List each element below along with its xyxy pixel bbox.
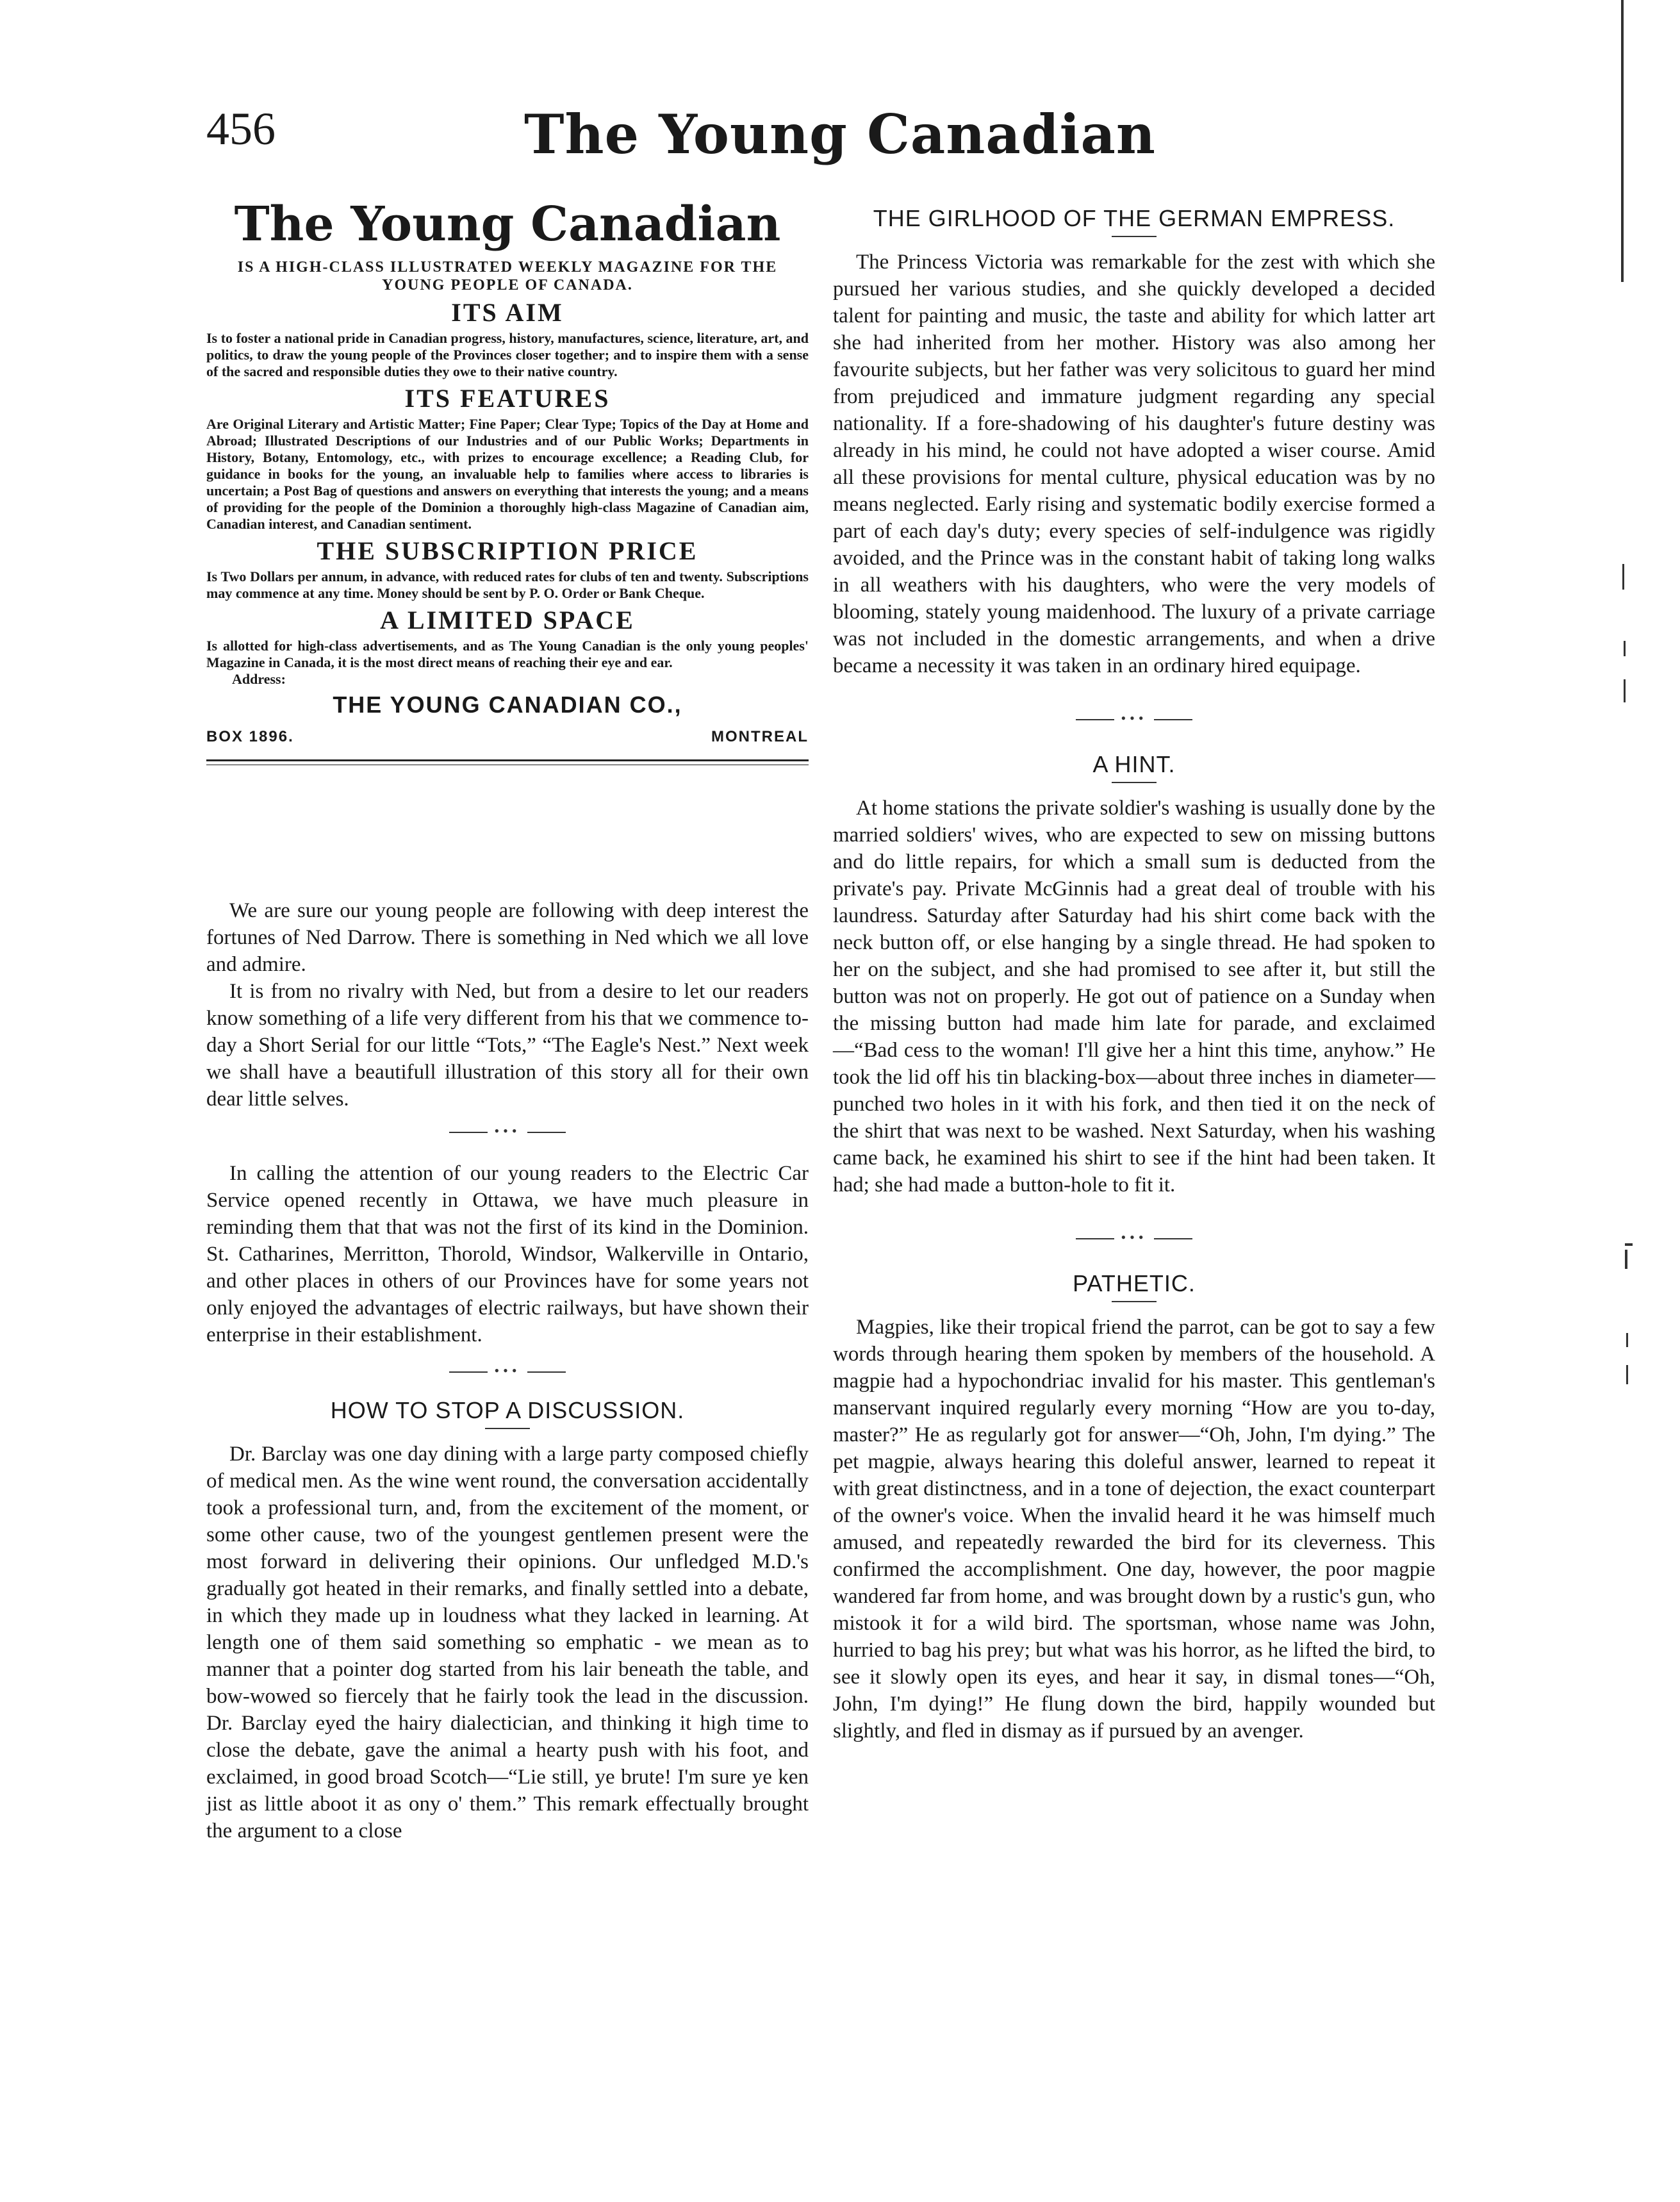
publisher-address (206, 724, 809, 750)
aim-text: Is to foster a national pride in Canadian progress, history, manufactures, science, literature, art, and politics, to draw the young people of the Provinces closer together; and to inspire them with a sense of the sacred and responsible duties they owe to their native country. (206, 330, 809, 379)
hint-headline: A HINT. (1092, 751, 1176, 777)
page-number: 456 (206, 103, 276, 154)
masthead-box (206, 195, 809, 765)
address-label: Address: (232, 671, 286, 687)
section-ornament: ••• (206, 1357, 809, 1384)
headline-rule (485, 1428, 530, 1429)
section-ornament: ••• (206, 1118, 809, 1145)
scan-mark (1625, 1243, 1633, 1246)
electric-car-paragraph: In calling the attention of our young readers to the Electric Car Service opened recently in Ottawa, we have much pleasure in reminding them that that was not the first of its kind in the Dominion. St. Catharines, Merritton, Thorold, Windsor, Walkerville in Ontario, and other places in others of our Provinces have for some years not only enjoyed the advantages of electric railways, but have shown their enterprise in their establishment. (206, 1162, 809, 1346)
space-heading: A LIMITED SPACE (380, 606, 635, 634)
scan-mark (1626, 1365, 1628, 1384)
publisher-box: BOX 1896. (206, 728, 294, 745)
page-header-title: The Young Canadian (523, 103, 1156, 166)
publisher-city: MONTREAL (711, 728, 809, 745)
hint-text: At home stations the private soldier's washing is usually done by the married soldiers' wives, who are expected to sew on missing buttons and do little repairs, for which a small sum is deducted from the private's pay. Private McGinnis had a great deal of trouble with his laundress. Saturday after Saturday had his shirt come back with the neck button off, or else hanging by a single thread. He had spoken to her on the subject, and she had promised to see after it, but still the button was not on properly. He got out of patience on a Sunday when the missing button had made him late for parade, and exclaimed—“Bad cess to the woman! I'll give her a hint this time, anyhow.” He took the lid off his tin blacking-box—about three inches in diameter—punched two holes in it with his fork, and then tied it on the neck of the shirt that was next to be washed. Next Saturday, when his washing came back, he examined his shirt to see if the hint had been taken. It had; she had made a button-hole to fit it. (833, 797, 1435, 1196)
scan-border-line (1621, 0, 1624, 282)
subscription-heading: THE SUBSCRIPTION PRICE (317, 536, 698, 565)
section-ornament: ••• (833, 705, 1435, 732)
masthead-subtitle: IS A HIGH-CLASS ILLUSTRATED WEEKLY MAGAZINE FOR THE YOUNG PEOPLE OF CANADA. (237, 259, 778, 294)
features-text: Are Original Literary and Artistic Matter; Fine Paper; Clear Type; Topics of the Day at Home and Abroad; Illustrated Descriptions of our Industries and of our Public Works; Departments in History, Botany, Entomology, etc., with prizes to encourage excellence; a Reading Club, for guidance in books for the young, an invaluable help to families where access to libraries is uncertain; a Post Bag of questions and answers on everything that interests the young; and a means of providing for the people of the Dominion a thoroughly high-class Magazine of Canadian aim, Canadian interest, and Canadian sentiment. (206, 416, 809, 532)
subscription-text: Is Two Dollars per annum, in advance, with reduced rates for clubs of ten and twenty. Subscriptions may commence at any time. Money should be sent by P. O. Order or Bank Cheque. (206, 568, 809, 601)
aim-heading: ITS AIM (451, 298, 564, 327)
space-text: Is allotted for high-class advertisements, and as The Young Canadian is the only young peoples' Magazine in Canada, it is the most direct means of reaching their eye and ear. (206, 638, 809, 670)
scan-mark (1622, 564, 1624, 590)
discussion-headline: HOW TO STOP A DISCUSSION. (330, 1397, 685, 1423)
intro-paragraph: We are sure our young people are following with deep interest the fortunes of Ned Darrow. There is something in Ned which we all love and admire. (206, 899, 809, 976)
empress-headline: THE GIRLHOOD OF THE GERMAN EMPRESS. (873, 205, 1396, 231)
scan-mark (1624, 679, 1626, 702)
headline-rule (1112, 782, 1157, 783)
scan-mark (1625, 1250, 1627, 1269)
intro-paragraph: It is from no rivalry with Ned, but from a desire to let our readers know something of a life very different from his that we commence to-day a Short Serial for our little “Tots,” “The Eagle's Nest.” Next week we shall have a beautifull illustration of this story all for their own dear little selves. (206, 980, 809, 1111)
editorial-intro (206, 897, 809, 1844)
section-ornament: ••• (833, 1224, 1435, 1251)
masthead-rule (206, 759, 809, 765)
headline-rule (1112, 1301, 1157, 1302)
masthead-title: The Young Canadian (234, 197, 781, 252)
scan-mark (1626, 1333, 1628, 1347)
empress-text: The Princess Victoria was remarkable for the zest with which she pursued her various studies, and she quickly developed a decided talent for painting and music, the taste and ability for which latter art she had inherited from her mother. History was also among her favourite subjects, but her father was very solicitous to guard her mind from prejudiced and immature judgment regarding any special nationality. If a fore-shadowing of his daughter's future destiny was already in his mind, he could not have adopted a wiser course. Amid all these provisions for mental culture, physical education was by no means neglected. Early rising and systematic bodily exercise formed a part of each day's duty; every species of self-indulgence was rigidly avoided, and the Prince was in the constant habit of taking long walks in all weathers with his daughters, who were the very models of blooming, stately young maidenhood. The luxury of a private carriage was not included in the domestic arrangements, and when a drive became a necessity it was taken in an ordinary hired equipage. (833, 251, 1435, 677)
pathetic-text: Magpies, like their tropical friend the parrot, can be got to say a few words through hearing them spoken by members of the household. A magpie had a hypochondriac invalid for his master. This gentleman's manservant inquired regularly every morning “How are you to-day, master?” He as regularly got for answer—“Oh, John, I'm dying.” The pet magpie, always hearing this doleful answer, learned to repeat it with great distinctness, and in a tone of dejection, the exact counterpart of the owner's voice. When the invalid heard it he was himself much amused, and repeatedly rewarded the bird for its cleverness. This confirmed the accomplishment. One day, however, the poor magpie wandered far from home, and was brought down by a rustic's gun, who mistook it for a wild bird. The sportsman, whose name was John, hurried to bag his prey; but what was his horror, as he lifted the bird, to see it slowly open its eyes, and hear it say, in dismal tones—“Oh, John, I'm dying!” He flung down the bird, happily wounded but slightly, and fled in dismay as if pursued by an avenger. (833, 1316, 1435, 1743)
publisher-name: THE YOUNG CANADIAN CO., (333, 691, 682, 718)
pathetic-headline: PATHETIC. (1073, 1270, 1196, 1296)
features-heading: ITS FEATURES (404, 384, 611, 413)
discussion-text: Dr. Barclay was one day dining with a large party composed chiefly of medical men. As the wine went round, the conversation accidentally took a professional turn, and, from the excitement of the moment, or some other cause, two of the youngest gentlemen present were the most forward in delivering their opinions. Our unfledged M.D.'s gradually got heated in their remarks, and finally settled into a debate, in which they made up in loudness what they lacked in learning. At length one of them said something so emphatic - we mean as to manner that a pointer dog started from his lair beneath the table, and bow-wowed so fiercely that he fairly took the lead in the discussion. Dr. Barclay eyed the hairy dialectician, and thinking it high time to close the debate, gave the animal a hearty push with his foot, and exclaimed, in good broad Scotch—“Lie still, ye brute! I'm sure ye ken jist as little aboot it as ony o' them.” This remark effectually brought the argument to a close (206, 1443, 809, 1842)
scan-mark (1624, 641, 1626, 656)
headline-rule (1112, 236, 1157, 237)
right-column (833, 205, 1435, 1744)
